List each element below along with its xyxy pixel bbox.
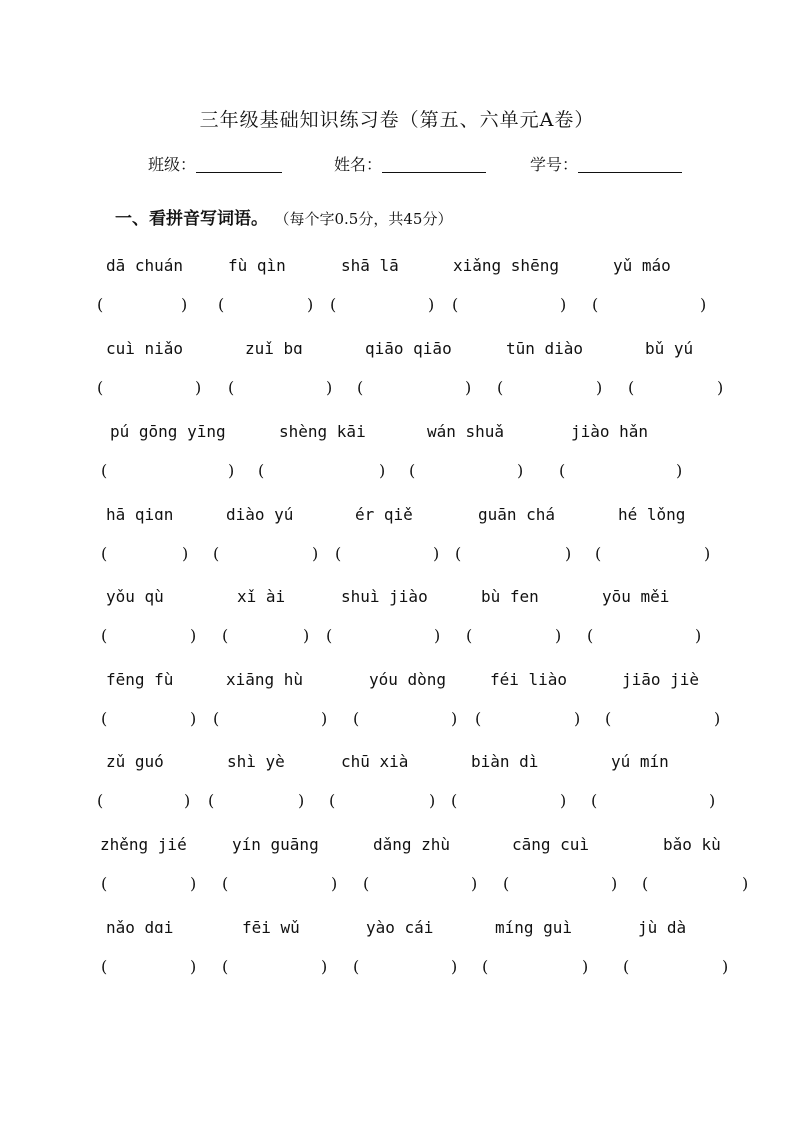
answer-blank[interactable]	[605, 544, 702, 564]
pinyin-word: hé lǒng	[618, 505, 686, 524]
answer-blank[interactable]	[507, 378, 594, 398]
answer-blank[interactable]	[462, 295, 558, 315]
pinyin-word: tūn diào	[506, 339, 584, 358]
pinyin-word: fēng fù	[106, 670, 174, 689]
answer-paren-open: (	[258, 461, 265, 480]
answer-blank[interactable]	[419, 461, 515, 481]
pinyin-word: wán shuǎ	[427, 422, 505, 441]
pinyin-word: yú mín	[611, 752, 669, 771]
answer-paren-open: (	[592, 295, 599, 314]
answer-paren-close: )	[695, 626, 702, 645]
pinyin-word: biàn dì	[471, 752, 539, 771]
pinyin-word: fēi wǔ	[242, 918, 300, 937]
pinyin-word: bù fen	[481, 587, 539, 606]
answer-blank[interactable]	[111, 874, 188, 894]
answer-blank[interactable]	[461, 791, 558, 811]
answer-blank[interactable]	[373, 874, 469, 894]
answer-paren-close: )	[182, 544, 189, 563]
class-label: 班级：	[148, 155, 197, 174]
answer-paren-open: (	[97, 791, 104, 810]
answer-paren-close: )	[700, 295, 707, 314]
pinyin-word: zuǐ bɑ	[245, 339, 303, 358]
answer-paren-open: (	[475, 709, 482, 728]
pinyin-word: dā chuán	[106, 256, 184, 275]
number-label: 学号：	[530, 155, 579, 174]
answer-paren-open: (	[335, 544, 342, 563]
answer-paren-open: (	[587, 626, 594, 645]
answer-blank[interactable]	[218, 791, 296, 811]
section-heading	[115, 204, 452, 229]
pinyin-word: diào yú	[226, 505, 294, 524]
pinyin-word: féi liào	[490, 670, 568, 689]
pinyin-word: xiāng hù	[226, 670, 304, 689]
answer-paren-close: )	[303, 626, 310, 645]
answer-paren-close: )	[428, 295, 435, 314]
answer-paren-open: (	[455, 544, 462, 563]
answer-blank[interactable]	[638, 378, 715, 398]
answer-blank[interactable]	[569, 461, 674, 481]
pinyin-word: zǔ guó	[106, 752, 164, 771]
answer-paren-open: (	[451, 791, 458, 810]
answer-paren-open: (	[482, 957, 489, 976]
answer-paren-close: )	[465, 378, 472, 397]
answer-blank[interactable]	[652, 874, 740, 894]
answer-paren-close: )	[331, 874, 338, 893]
answer-blank[interactable]	[367, 378, 463, 398]
answer-paren-close: )	[190, 626, 197, 645]
pinyin-word: chū xià	[341, 752, 409, 771]
answer-paren-close: )	[321, 957, 328, 976]
pinyin-word: cāng cuì	[512, 835, 590, 854]
pinyin-word: qiāo qiāo	[365, 339, 452, 358]
answer-paren-close: )	[555, 626, 562, 645]
answer-blank[interactable]	[111, 709, 188, 729]
pinyin-word: yǒu qù	[106, 587, 164, 606]
pinyin-word: yǔ máo	[613, 256, 671, 275]
answer-paren-close: )	[379, 461, 386, 480]
answer-paren-open: (	[101, 957, 108, 976]
answer-blank[interactable]	[336, 626, 432, 646]
answer-paren-close: )	[190, 957, 197, 976]
answer-paren-close: )	[717, 378, 724, 397]
answer-paren-close: )	[582, 957, 589, 976]
name-label: 姓名：	[334, 155, 383, 174]
pinyin-word: ér qiě	[355, 505, 413, 524]
answer-paren-close: )	[596, 378, 603, 397]
answer-paren-close: )	[704, 544, 711, 563]
name-field	[334, 152, 486, 175]
section-note: （每个字0.5分，共45分）	[282, 210, 453, 228]
answer-paren-open: (	[605, 709, 612, 728]
answer-paren-close: )	[181, 295, 188, 314]
answer-paren-open: (	[97, 378, 104, 397]
answer-paren-open: (	[213, 709, 220, 728]
answer-blank[interactable]	[238, 378, 324, 398]
answer-blank[interactable]	[268, 461, 377, 481]
answer-blank[interactable]	[615, 709, 712, 729]
answer-paren-close: )	[676, 461, 683, 480]
class-blank[interactable]	[196, 158, 282, 173]
answer-paren-close: )	[722, 957, 729, 976]
answer-paren-open: (	[101, 709, 108, 728]
answer-paren-open: (	[329, 791, 336, 810]
pinyin-word: xǐ ài	[237, 587, 286, 606]
pinyin-word: jiào hǎn	[571, 422, 649, 441]
number-blank[interactable]	[578, 158, 682, 173]
answer-paren-open: (	[503, 874, 510, 893]
pinyin-word: yóu dòng	[369, 670, 447, 689]
answer-blank[interactable]	[228, 295, 305, 315]
pinyin-word: jiāo jiè	[622, 670, 700, 689]
answer-paren-open: (	[628, 378, 635, 397]
answer-paren-open: (	[595, 544, 602, 563]
answer-paren-close: )	[326, 378, 333, 397]
answer-blank[interactable]	[232, 957, 319, 977]
answer-paren-open: (	[357, 378, 364, 397]
answer-paren-close: )	[321, 709, 328, 728]
answer-paren-close: )	[560, 295, 567, 314]
pinyin-word: yào cái	[366, 918, 434, 937]
answer-paren-close: )	[433, 544, 440, 563]
answer-paren-close: )	[190, 709, 197, 728]
answer-blank[interactable]	[111, 544, 180, 564]
pinyin-word: pú gōng yīng	[110, 422, 226, 441]
pinyin-word: xiǎng shēng	[453, 256, 559, 275]
pinyin-word: shā lā	[341, 256, 399, 275]
answer-blank[interactable]	[223, 709, 319, 729]
answer-paren-open: (	[228, 378, 235, 397]
class-field	[148, 152, 282, 175]
answer-paren-close: )	[709, 791, 716, 810]
answer-paren-open: (	[101, 626, 108, 645]
pinyin-word: cuì niǎo	[106, 339, 184, 358]
answer-paren-open: (	[97, 295, 104, 314]
answer-paren-close: )	[560, 791, 567, 810]
answer-paren-close: )	[184, 791, 191, 810]
answer-paren-close: )	[742, 874, 749, 893]
pinyin-word: hā qiɑn	[106, 505, 174, 524]
answer-blank[interactable]	[363, 957, 449, 977]
answer-paren-close: )	[451, 709, 458, 728]
pinyin-word: shuì jiào	[341, 587, 428, 606]
answer-blank[interactable]	[107, 791, 182, 811]
answer-paren-open: (	[642, 874, 649, 893]
answer-blank[interactable]	[339, 791, 427, 811]
answer-paren-close: )	[517, 461, 524, 480]
answer-blank[interactable]	[111, 626, 188, 646]
answer-paren-close: )	[429, 791, 436, 810]
answer-paren-open: (	[466, 626, 473, 645]
answer-paren-open: (	[208, 791, 215, 810]
answer-paren-open: (	[559, 461, 566, 480]
answer-paren-close: )	[228, 461, 235, 480]
answer-paren-open: (	[213, 544, 220, 563]
answer-paren-open: (	[101, 461, 108, 480]
answer-paren-close: )	[434, 626, 441, 645]
answer-paren-open: (	[101, 874, 108, 893]
pinyin-word: bǎo kù	[663, 835, 721, 854]
answer-paren-open: (	[218, 295, 225, 314]
pinyin-word: míng guì	[495, 918, 573, 937]
answer-blank[interactable]	[363, 709, 449, 729]
answer-blank[interactable]	[513, 874, 609, 894]
answer-paren-close: )	[307, 295, 314, 314]
answer-paren-open: (	[330, 295, 337, 314]
answer-blank[interactable]	[597, 626, 693, 646]
answer-paren-close: )	[312, 544, 319, 563]
answer-paren-close: )	[574, 709, 581, 728]
number-field	[530, 152, 682, 175]
pinyin-word: shì yè	[227, 752, 285, 771]
answer-paren-open: (	[409, 461, 416, 480]
pinyin-word: yín guāng	[232, 835, 319, 854]
pinyin-word: nǎo dɑi	[106, 918, 174, 937]
pinyin-word: yōu měi	[602, 587, 670, 606]
pinyin-word: bǔ yú	[645, 339, 694, 358]
answer-paren-open: (	[623, 957, 630, 976]
answer-paren-close: )	[471, 874, 478, 893]
answer-blank[interactable]	[232, 874, 329, 894]
answer-paren-open: (	[101, 544, 108, 563]
answer-paren-close: )	[190, 874, 197, 893]
pinyin-word: zhěng jié	[100, 835, 187, 854]
answer-paren-open: (	[326, 626, 333, 645]
answer-paren-close: )	[714, 709, 721, 728]
answer-paren-open: (	[222, 874, 229, 893]
answer-blank[interactable]	[485, 709, 572, 729]
pinyin-word: dǎng zhù	[373, 835, 451, 854]
pinyin-word: fù qìn	[228, 256, 286, 275]
answer-paren-open: (	[452, 295, 459, 314]
answer-paren-close: )	[195, 378, 202, 397]
answer-paren-open: (	[363, 874, 370, 893]
answer-blank[interactable]	[465, 544, 563, 564]
name-blank[interactable]	[382, 158, 486, 173]
answer-paren-close: )	[611, 874, 618, 893]
answer-paren-close: )	[298, 791, 305, 810]
page-title: 三年级基础知识练习卷（第五、六单元A卷）	[199, 109, 595, 131]
answer-paren-close: )	[451, 957, 458, 976]
answer-blank[interactable]	[345, 544, 431, 564]
answer-paren-open: (	[497, 378, 504, 397]
answer-paren-open: (	[591, 791, 598, 810]
answer-paren-open: (	[353, 709, 360, 728]
answer-blank[interactable]	[111, 461, 226, 481]
answer-paren-close: )	[565, 544, 572, 563]
answer-blank[interactable]	[223, 544, 310, 564]
answer-blank[interactable]	[232, 626, 301, 646]
answer-blank[interactable]	[633, 957, 720, 977]
answer-blank[interactable]	[107, 295, 179, 315]
pinyin-word: guān chá	[478, 505, 556, 524]
answer-blank[interactable]	[602, 295, 698, 315]
pinyin-word: jù dà	[638, 918, 687, 937]
answer-blank[interactable]	[107, 378, 193, 398]
answer-paren-open: (	[222, 957, 229, 976]
section-title: 一、看拼音写词语。	[115, 209, 268, 229]
answer-paren-open: (	[222, 626, 229, 645]
answer-blank[interactable]	[601, 791, 707, 811]
answer-paren-open: (	[353, 957, 360, 976]
answer-blank[interactable]	[492, 957, 580, 977]
answer-blank[interactable]	[111, 957, 188, 977]
answer-blank[interactable]	[476, 626, 553, 646]
answer-blank[interactable]	[340, 295, 426, 315]
pinyin-word: shèng kāi	[279, 422, 366, 441]
